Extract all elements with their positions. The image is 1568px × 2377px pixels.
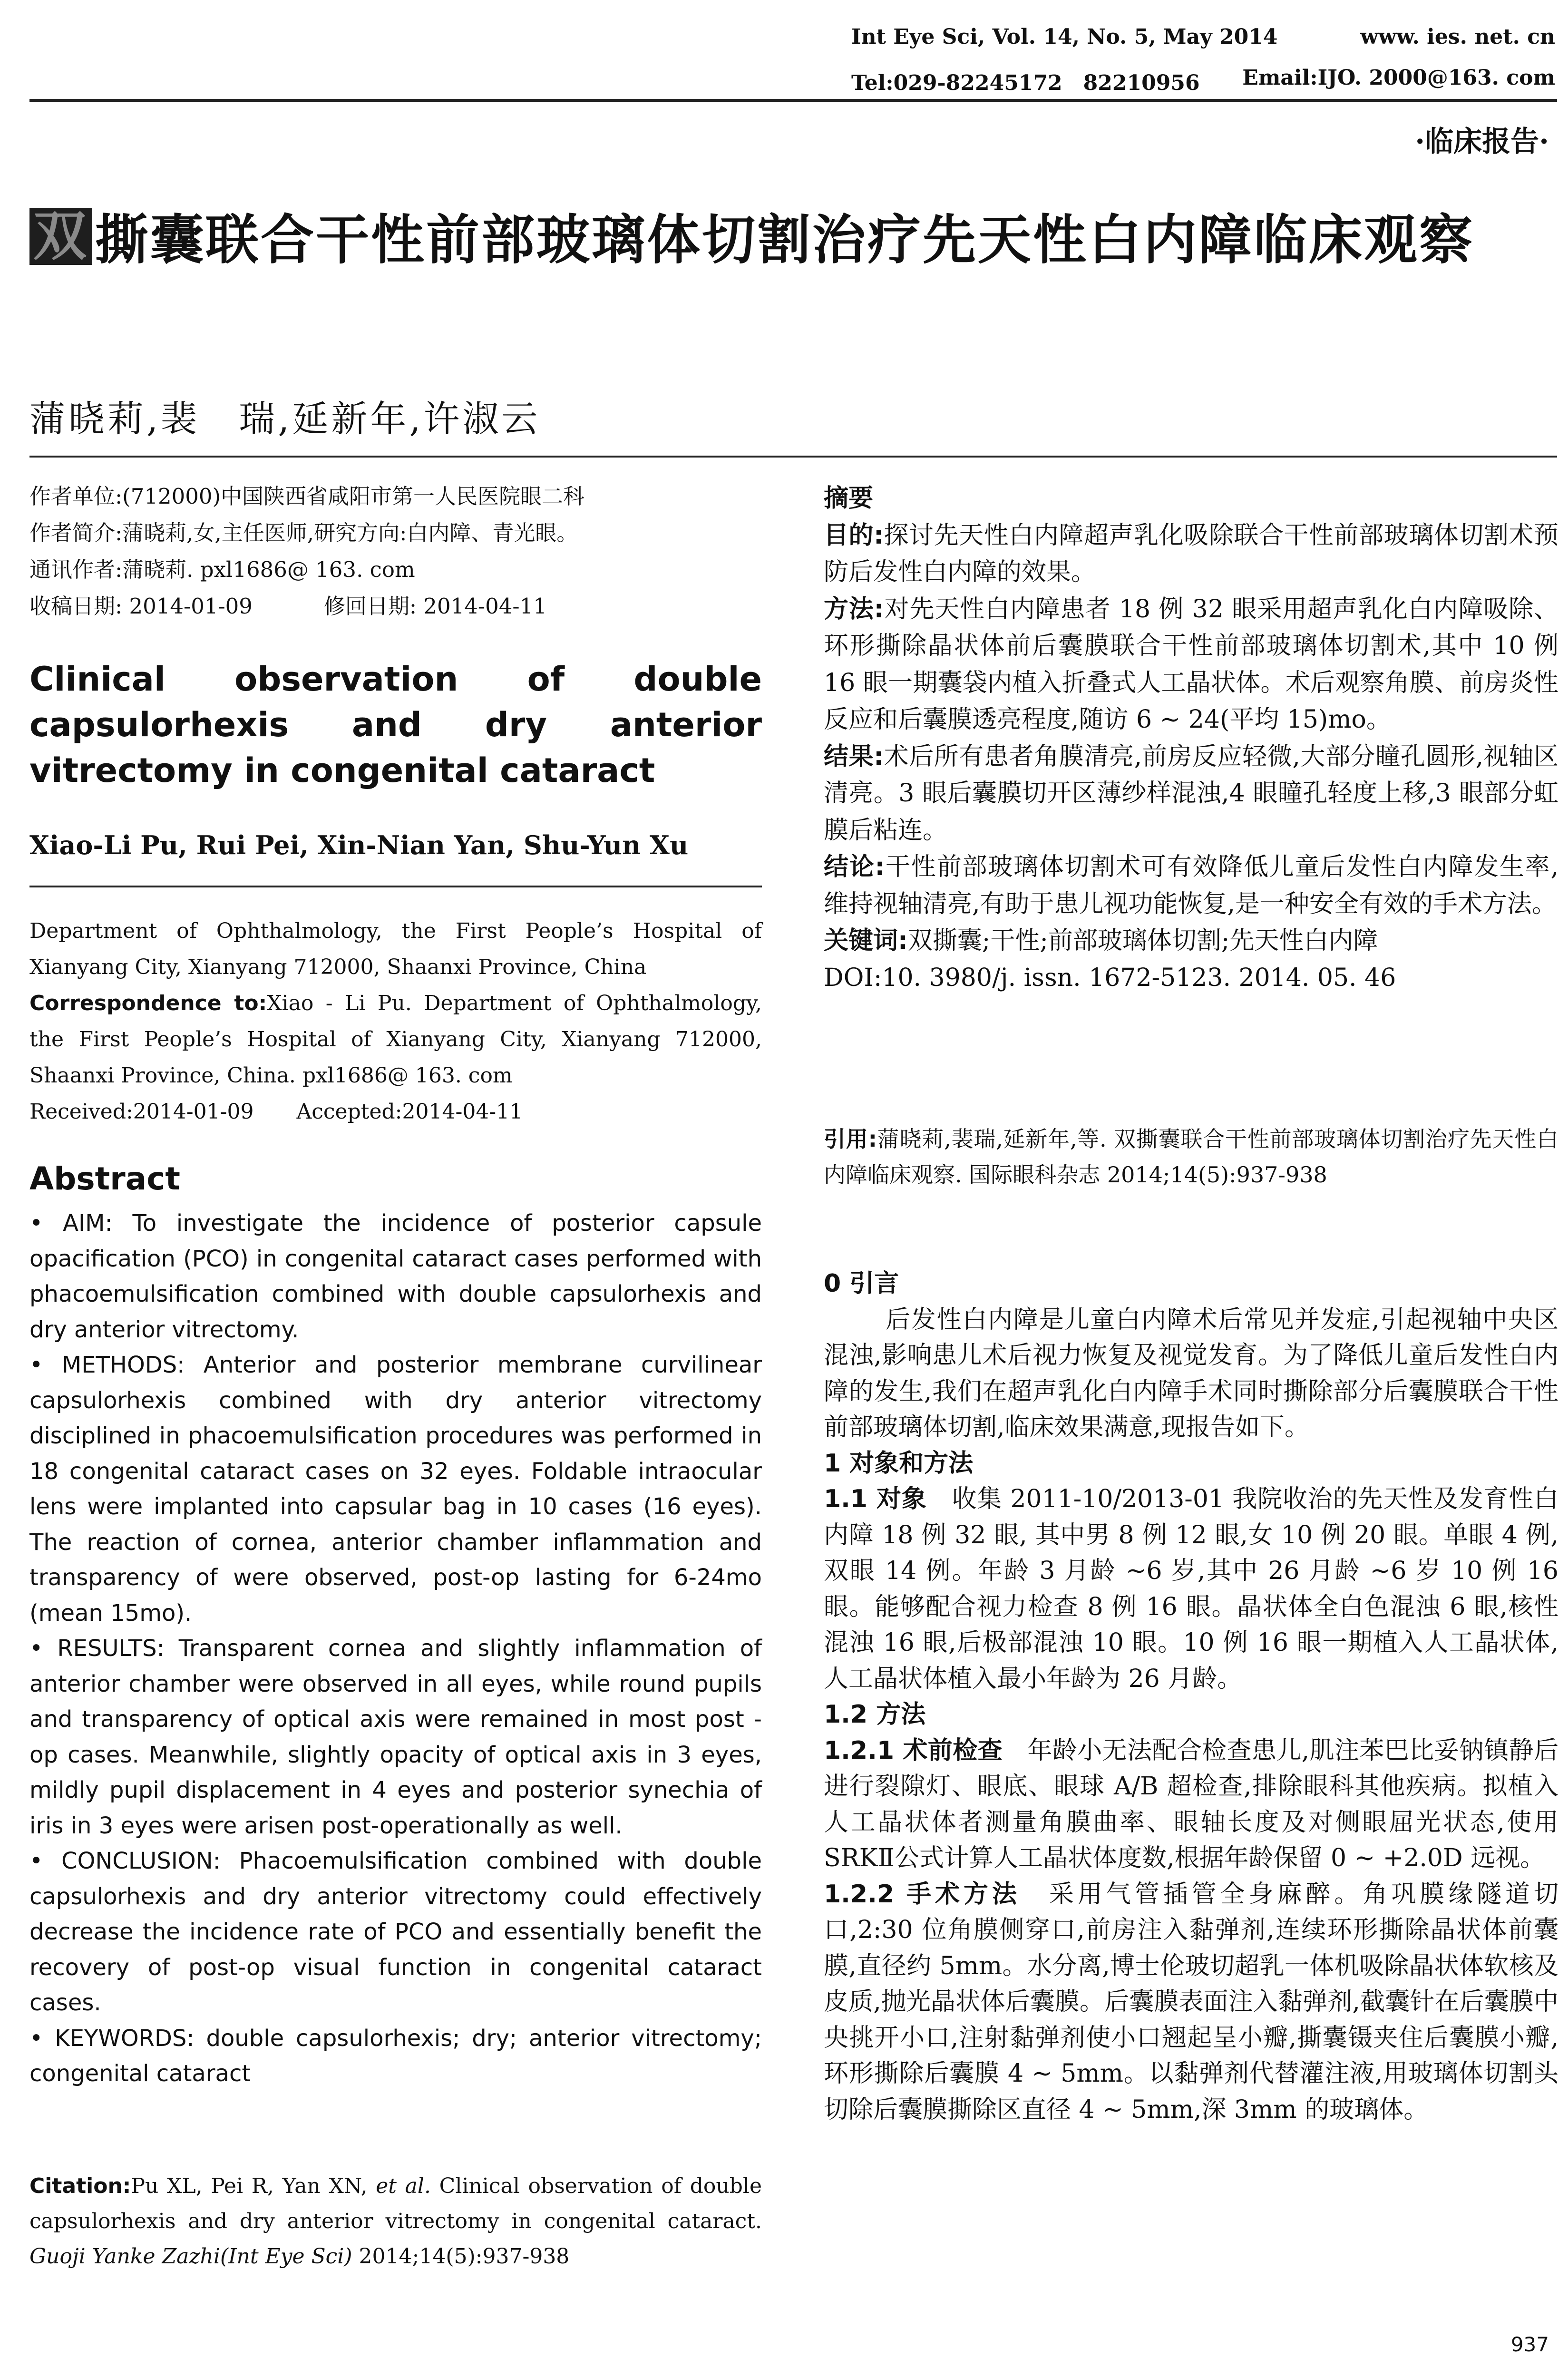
section122 bbox=[824, 1877, 1558, 2128]
section11-text: 收集 2011-10/2013-01 我院收治的先天性及发育性白内障 18 例 32 眼, 其中男 8 例 12 眼,女 10 例 20 眼。单眼 4 例,双眼 14 例。年龄 3 月龄 ~6 岁,其中 26 月龄 ~6 岁 10 例 16 眼。能够配合视力检查 8 例 16 眼。晶状体全白色混浊 6 眼,核性混浊 16 眼,后极部混浊 10 眼。10 例 16 眼一期植入人工晶状体,人工晶状体植入最小年龄为 26 月龄。 bbox=[824, 1485, 1558, 1693]
english-received: Received:2014-01-09 bbox=[29, 1100, 254, 1124]
section11 bbox=[824, 1481, 1558, 1697]
cn-abstract bbox=[824, 480, 1558, 996]
cn-doi: DOI:10. 3980/j. issn. 1672-5123. 2014. 05. 46 bbox=[824, 963, 1396, 992]
citation-title: Clinical observation of double capsulorhexis and dry anterior vitrectomy in congenital cataract. bbox=[29, 2174, 762, 2233]
cn-results bbox=[824, 739, 1558, 849]
meta-correspondence: 通讯作者:蒲晓莉. pxl1686@ 163. com bbox=[29, 557, 415, 582]
section-label: ·临床报告· bbox=[1415, 125, 1549, 158]
abstract-aim: • AIM: To investigate the incidence of posterior capsule opacification (PCO) in congenital cataract cases performed with phacoemulsification combined with double capsulorhexis and dry anterior vitrectomy. bbox=[29, 1210, 762, 1343]
cn-citation bbox=[824, 1121, 1558, 1193]
intro-paragraph: 后发性白内障是儿童白内障术后常见并发症,引起视轴中央区混浊,影响患儿术后视力恢复及视觉发育。为了降低儿童后发性白内障的发生,我们在超声乳化白内障手术同时撕除部分后囊膜联合干性前部玻璃体切割,临床效果满意,现报告如下。 bbox=[824, 1305, 1558, 1442]
section11-heading: 1.1 对象 bbox=[824, 1485, 927, 1513]
citation-journal: Guoji Yanke Zazhi(Int Eye Sci) bbox=[29, 2244, 352, 2269]
authors-rule bbox=[29, 456, 1557, 458]
english-authors-rule bbox=[29, 886, 762, 887]
section121-text: 年龄小无法配合检查患儿,肌注苯巴比妥钠镇静后进行裂隙灯、眼底、眼球 A/B 超检查,排除眼科其他疾病。拟植入人工晶状体者测量角膜曲率、眼轴长度及对侧眼屈光状态,使用 SRKⅡ公式计算人工晶状体度数,根据年龄保留 0 ~ +2.0D 远视。 bbox=[824, 1736, 1558, 1872]
page-number: 937 bbox=[1510, 2333, 1549, 2356]
abstract-keywords: • KEYWORDS: double capsulorhexis; dry; anterior vitrectomy; congenital cataract bbox=[29, 2025, 762, 2087]
journal-website: www. ies. net. cn bbox=[1360, 25, 1555, 49]
cn-keywords-text: 双撕囊;干性;前部玻璃体切割;先天性白内障 bbox=[907, 926, 1378, 955]
abstract-heading: Abstract bbox=[29, 1160, 180, 1197]
citation-volume: 2014;14(5):937-938 bbox=[352, 2244, 570, 2269]
cn-conclusion-text: 干性前部玻璃体切割术可有效降低儿童后发性白内障发生率,维持视轴清亮,有助于患儿视功能恢复,是一种安全有效的手术方法。 bbox=[824, 853, 1558, 918]
meta-affiliation: 作者单位:(712000)中国陕西省咸阳市第一人民医院眼二科 bbox=[29, 484, 585, 509]
cn-results-label: 结果: bbox=[824, 742, 884, 771]
cn-abstract-heading bbox=[824, 480, 1558, 517]
english-dates bbox=[29, 1094, 762, 1130]
english-citation bbox=[29, 2169, 762, 2274]
english-affiliation bbox=[29, 913, 762, 1130]
english-department: Department of Ophthalmology, the First People’s Hospital of Xianyang City, Xianyang 712000, Shaanxi Province, China bbox=[29, 919, 762, 979]
authors-cn: 蒲晓莉,裴 瑞,延新年,许淑云 bbox=[29, 398, 541, 440]
journal-info: Int Eye Sci, Vol. 14, No. 5, May 2014 bbox=[851, 25, 1278, 49]
section1-heading: 1 对象和方法 bbox=[824, 1449, 974, 1478]
citation-label: Citation: bbox=[29, 2174, 131, 2198]
title-drop-cap: 双 bbox=[29, 208, 92, 265]
intro-heading: 0 引言 bbox=[824, 1269, 899, 1298]
meta-dates bbox=[29, 588, 762, 624]
section122-text: 采用气管插管全身麻醉。角巩膜缘隧道切口,2:30 位角膜侧穿口,前房注入黏弹剂,连续环形撕除晶状体前囊膜,直径约 5mm。水分离,博士伦玻切超乳一体机吸除晶状体软核及皮质,抛光晶状体后囊膜。后囊膜表面注入黏弹剂,截囊针在后囊膜中央挑开小口,注射黏弹剂使小口翘起呈小瓣,撕囊镊夹住后囊膜小瓣,环形撕除后囊膜 4 ~ 5mm。以黏弹剂代替灌注液,用玻璃体切割头切除后囊膜撕除区直径 4 ~ 5mm,深 3mm 的玻璃体。 bbox=[824, 1880, 1558, 2124]
cn-keywords-label: 关键词: bbox=[824, 926, 908, 955]
cn-citation-label: 引用: bbox=[824, 1126, 877, 1152]
english-accepted: Accepted:2014-04-11 bbox=[296, 1100, 523, 1124]
cn-aim-text: 探讨先天性白内障超声乳化吸除联合干性前部玻璃体切割术预防后发性白内障的效果。 bbox=[824, 521, 1558, 586]
cn-conclusion bbox=[824, 849, 1558, 923]
section121-heading: 1.2.1 术前检查 bbox=[824, 1736, 1003, 1765]
english-authors: Xiao-Li Pu, Rui Pei, Xin-Nian Yan, Shu-Yun Xu bbox=[29, 830, 689, 860]
cn-methods-label: 方法: bbox=[824, 594, 884, 623]
citation-etal: et al. bbox=[376, 2174, 431, 2198]
citation-authors: Pu XL, Pei R, Yan XN, bbox=[131, 2174, 376, 2198]
english-correspondence bbox=[29, 985, 762, 1094]
abstract-conclusion: • CONCLUSION: Phacoemulsification combined with double capsulorhexis and dry anterior vitrectomy could effectively decrease the incidence rate of PCO and essentially benefit the recovery of post-op visual function in congenital cataract cases. bbox=[29, 1848, 762, 2016]
meta-received: 收稿日期: 2014-01-09 bbox=[29, 594, 253, 619]
cn-keywords bbox=[824, 923, 1558, 960]
english-title: Clinical observation of double capsulorhexis and dry anterior vitrectomy in congenital cataract bbox=[29, 660, 762, 790]
journal-header-line2 bbox=[851, 66, 1555, 96]
article-title bbox=[29, 200, 1561, 281]
journal-tel: Tel:029-82245172 82210956 bbox=[851, 71, 1200, 95]
cn-conclusion-label: 结论: bbox=[824, 853, 885, 881]
abstract-results: • RESULTS: Transparent cornea and slightly inflammation of anterior chamber were observed in all eyes, while round pupils and transparency of optical axis were remained in most post - op cases. Meanwhile, slightly opacity of optical axis in 3 eyes, mildly pupil displacement in 4 eyes and posterior synechia of iris in 3 eyes were arisen post-operationally as well. bbox=[29, 1635, 762, 1839]
journal-header-line1 bbox=[851, 25, 1555, 49]
title-text: 撕囊联合干性前部玻璃体切割治疗先天性白内障临床观察 bbox=[95, 209, 1474, 271]
meta-revised: 修回日期: 2014-04-11 bbox=[323, 594, 547, 619]
cn-methods-text: 对先天性白内障患者 18 例 32 眼采用超声乳化白内障吸除、环形撕除晶状体前后囊膜联合干性前部玻璃体切割术,其中 10 例 16 眼一期囊袋内植入折叠式人工晶状体。术后观察角膜、前房炎性反应和后囊膜透亮程度,随访 6 ~ 24(平均 15)mo。 bbox=[824, 594, 1558, 734]
section121 bbox=[824, 1733, 1558, 1877]
journal-email: Email:IJO. 2000@163. com bbox=[1242, 66, 1555, 90]
cn-abstract-title: 摘要 bbox=[824, 484, 874, 513]
cn-aim-label: 目的: bbox=[824, 521, 884, 550]
section122-heading: 1.2.2 手术方法 bbox=[824, 1880, 1021, 1909]
cn-results-text: 术后所有患者角膜清亮,前房反应轻微,大部分瞳孔圆形,视轴区清亮。3 眼后囊膜切开区薄纱样混浊,4 眼瞳孔轻度上移,3 眼部分虹膜后粘连。 bbox=[824, 742, 1558, 845]
correspondence-text: Xiao - Li Pu. Department of Ophthalmology, the First People’s Hospital of Xianyang City, Xianyang 712000, Shaanxi Province, China. pxl1686@ 163. com bbox=[29, 991, 762, 1088]
header-rule bbox=[29, 99, 1557, 102]
section12-heading: 1.2 方法 bbox=[824, 1700, 926, 1729]
abstract-methods: • METHODS: Anterior and posterior membrane curvilinear capsulorhexis combined with dry anterior vitrectomy disciplined in phacoemulsification procedures was performed in 18 congenital cataract cases on 32 eyes. Foldable intraocular lens were implanted into capsular bag in 10 cases (16 eyes). The reaction of cornea, anterior chamber inflammation and transparency of were observed, post-op lasting for 6-24mo (mean 15mo). bbox=[29, 1352, 762, 1627]
article-body bbox=[824, 1266, 1558, 2128]
meta-bio: 作者简介:蒲晓莉,女,主任医师,研究方向:白内障、青光眼。 bbox=[29, 520, 578, 546]
cn-methods bbox=[824, 591, 1558, 739]
cn-aim bbox=[824, 517, 1558, 591]
cn-citation-text: 蒲晓莉,裴瑞,延新年,等. 双撕囊联合干性前部玻璃体切割治疗先天性白内障临床观察. 国际眼科杂志 2014;14(5):937-938 bbox=[824, 1126, 1558, 1188]
correspondence-label: Correspondence to: bbox=[29, 991, 267, 1015]
english-abstract bbox=[29, 1206, 762, 2092]
